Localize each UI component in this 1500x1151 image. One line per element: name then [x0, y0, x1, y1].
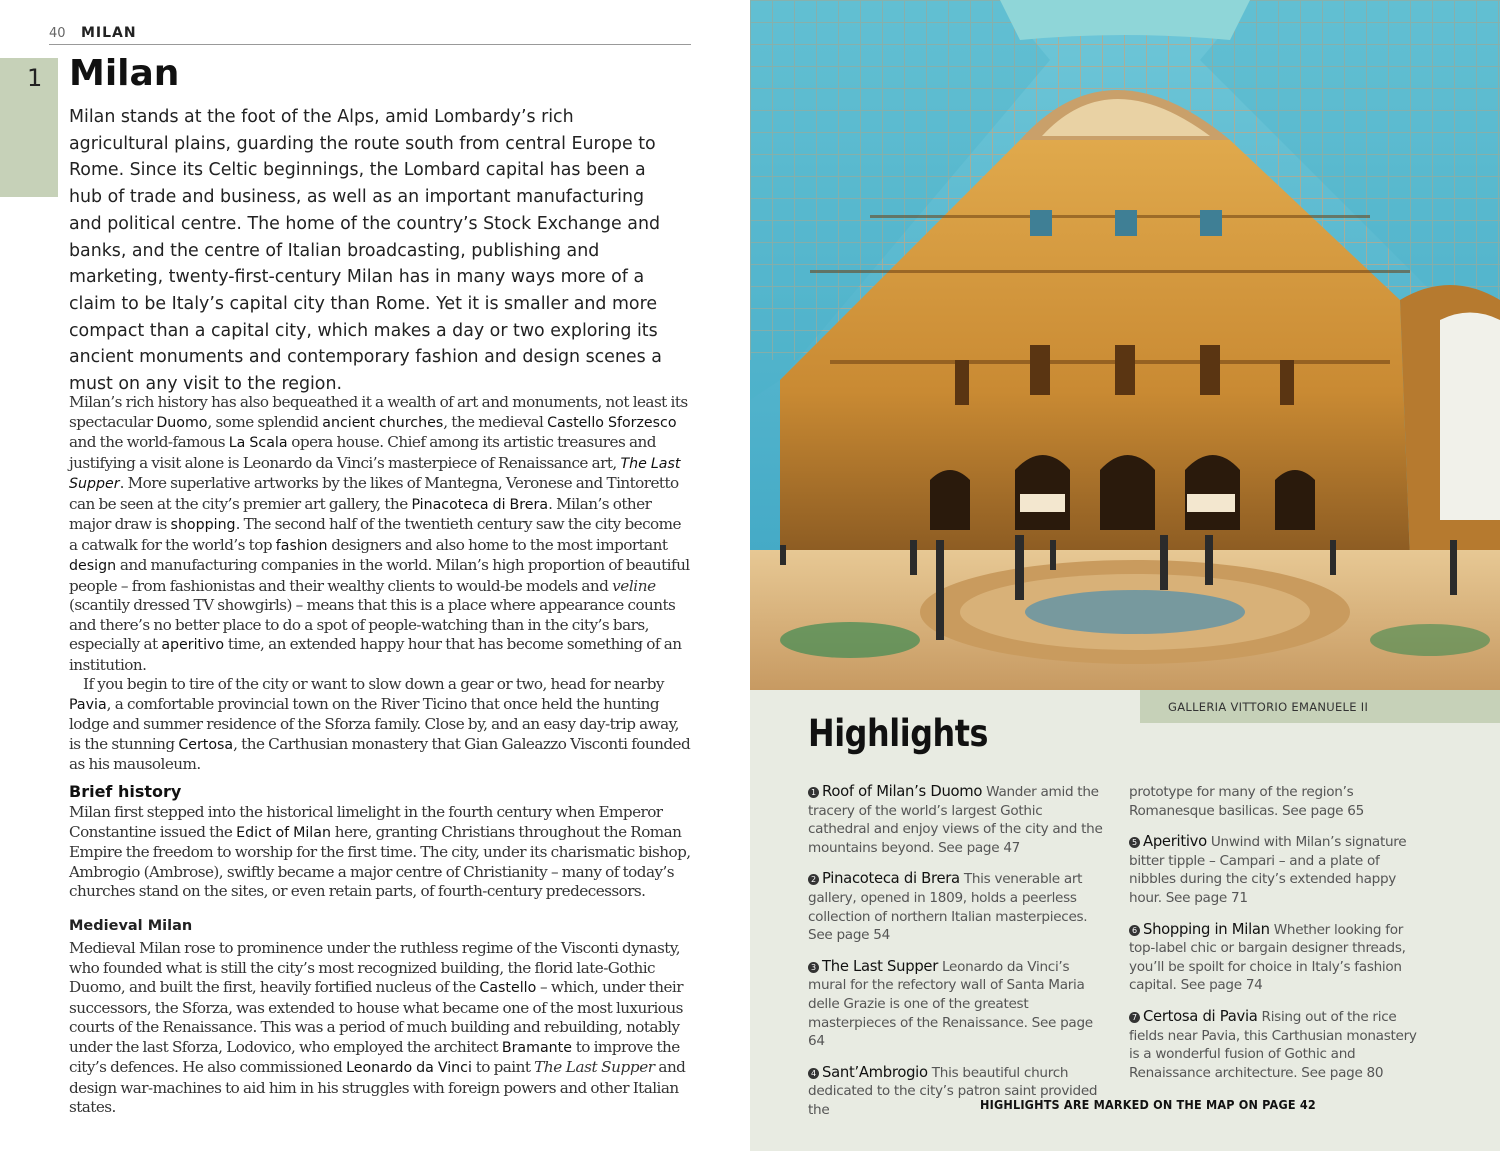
- number-badge-icon: 2: [808, 874, 819, 885]
- highlights-title: Highlights: [808, 712, 989, 755]
- number-badge-icon: 5: [1129, 837, 1140, 848]
- intro-paragraph: Milan stands at the foot of the Alps, amid Lombardy’s rich agricultural plains, guarding the route south from central Europe to Rome. Since its Celtic beginnings, the Lombard capital has been a hub of trade and business, as well as an important manufacturing and political centre. The home of the country’s Stock Exchange and banks, and the centre of Italian broadcasting, publishing and marketing, twenty-first-century Milan has in many ways more of a claim to be Italy’s capital city than Rome. Yet it is smaller and more compact than a capital city, which makes a day or two exploring its ancient monuments and contemporary fashion and design scenes a must on any visit to the region.: [69, 107, 662, 395]
- right-page: [750, 0, 1500, 1151]
- highlight-item: 2 Pinacoteca di Brera This venerable art gallery, opened in 1809, holds a peerless collection of northern Italian masterpieces. See page 54: [808, 870, 1088, 944]
- photo-caption-band: [1140, 690, 1500, 723]
- medieval-heading: Medieval Milan: [69, 918, 193, 934]
- header-rule: [49, 44, 691, 45]
- highlights-column-right: [1129, 783, 1429, 1095]
- chapter-title: Milan: [69, 53, 180, 94]
- number-badge-icon: 4: [808, 1068, 819, 1079]
- highlight-item: 3 The Last Supper Leonardo da Vinci’s mural for the refectory wall of Santa Maria delle Grazie is one of the greatest masterpieces of the Renaissance. See page 64: [808, 957, 1093, 1050]
- highlight-item: 1 Roof of Milan’s Duomo Wander amid the tracery of the world’s largest Gothic cathedral and enjoy views of the city and the mountains beyond. See page 47: [808, 783, 1103, 856]
- body-paragraph-art: Milan’s rich history has also bequeathed it a wealth of art and monuments, not least its spectacular Duomo, some splendid ancient churches, the medieval Castello Sforzesco and the world-famous La Scala opera house. Chief among its artistic treasures and justifying a visit alone is Leonardo da Vinci’s masterpiece of Renaissance art, The Last Supper. More superlative artworks by the likes of Mantegna, Veronese and Tintoretto can be seen at the city’s premier art gallery, the Pinacoteca di Brera. Milan’s other major draw is shopping. The second half of the twentieth century saw the city become a catwalk for the world’s top fashion designers and also home to the most important design and manufacturing companies in the world. Milan’s high proportion of beautiful people – from fashionistas and their wealthy clients to would-be models and veline (scantily dressed TV showgirls) – means that this is a place where appearance counts and there’s no better place to do a spot of people-watching than in the city’s bars, especially at aperitivo time, an extended happy hour that has become something of an institution. If you begin to tire of the city or want to slow down a gear or two, head for nearby Pavia, a comfortable provincial town on the River Ticino that once held the hunting lodge and summer residence of the Sforza family. Close by, and an easy day-trip away, is the stunning Certosa, the Carthusian monastery that Gian Galeazzo Visconti founded as his mausoleum.: [69, 393, 691, 773]
- highlight-item: 5 Aperitivo Unwind with Milan’s signature bitter tipple – Campari – and a plate of nibbles during the city’s extended happy hour. See page 71: [1129, 833, 1407, 906]
- highlights-footnote: HIGHLIGHTS ARE MARKED ON THE MAP ON PAGE 42: [980, 1097, 1316, 1112]
- number-badge-icon: 7: [1129, 1012, 1140, 1023]
- highlights-column-left: [808, 783, 1108, 1133]
- brief-history-paragraph: Milan first stepped into the historical limelight in the fourth century when Emperor Constantine issued the Edict of Milan here, granting Christians throughout the Roman Empire the freedom to worship for the first time. The city, under its charismatic bishop, Ambrogio (Ambrose), swiftly became a major centre of Christianity – many of today’s churches stand on the sites, or even retain parts, of fourth-century predecessors.: [69, 803, 691, 900]
- running-header: MILAN: [81, 25, 137, 41]
- highlight-item: 6 Shopping in Milan Whether looking for top-label chic or bargain designer threads, you’ll be spoilt for choice in Italy’s fashion capital. See page 74: [1129, 920, 1406, 994]
- highlight-item-continued: prototype for many of the region’s Romanesque basilicas. See page 65: [1129, 784, 1364, 819]
- highlight-item: 7 Certosa di Pavia Rising out of the rice fields near Pavia, this Carthusian monastery is a wonderful fusion of Gothic and Renaissance architecture. See page 80: [1129, 1007, 1417, 1081]
- number-badge-icon: 6: [1129, 925, 1140, 936]
- chapter-number: 1: [27, 64, 43, 92]
- number-badge-icon: 1: [808, 787, 819, 798]
- number-badge-icon: 3: [808, 962, 819, 973]
- brief-history-heading: Brief history: [69, 782, 182, 801]
- medieval-paragraph: Medieval Milan rose to prominence under the ruthless regime of the Visconti dynasty, who founded what is still the city’s most recognized building, the florid late-Gothic Duomo, and built the first, heavily fortified nucleus of the Castello – which, under their successors, the Sforza, was extended to house what became one of the most luxurious courts of the Renaissance. This was a period of much building and rebuilding, notably under the last Sforza, Lodovico, who employed the architect Bramante to improve the city’s defences. He also commissioned Leonardo da Vinci to paint The Last Supper and design war-machines to aid him in his struggles with foreign powers and other Italian states.: [69, 939, 686, 1116]
- galleria-photo: [750, 0, 1500, 690]
- highlight-item: 4 Sant’Ambrogio This beautiful church dedicated to the city’s patron saint provided the: [808, 1063, 1098, 1118]
- photo-caption: GALLERIA VITTORIO EMANUELE II: [1168, 700, 1369, 714]
- page-number: 40: [49, 26, 66, 41]
